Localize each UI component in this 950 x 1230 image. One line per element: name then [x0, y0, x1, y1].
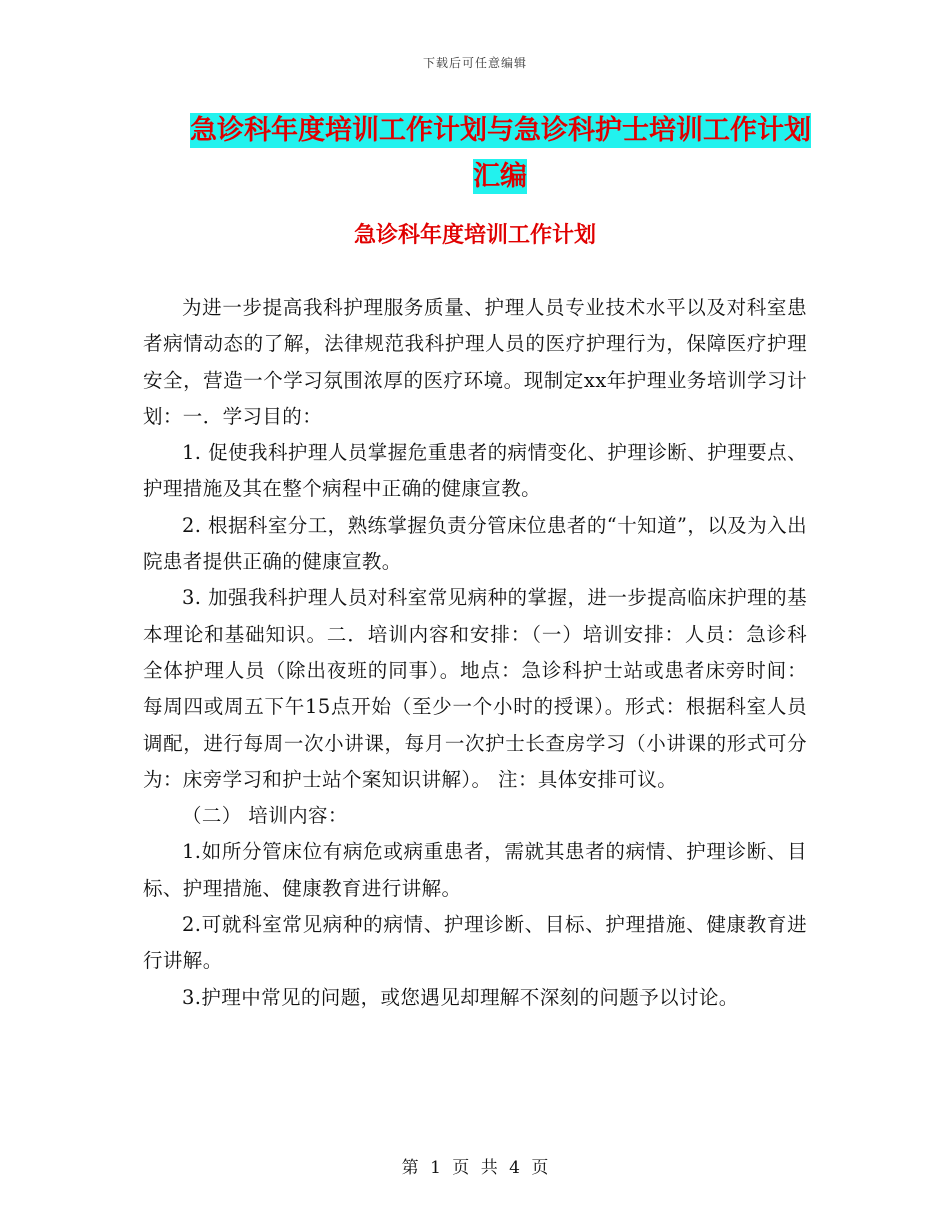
title-line-1: 急诊科年度培训工作计划与急诊科护士培训工作计划 — [190, 115, 811, 146]
document-title — [190, 108, 810, 200]
paragraph: 3. 加强我科护理人员对科室常见病种的掌握，进一步提高临床护理的基本理论和基础知识。二．培训内容和安排：（一）培训安排：人员：急诊科全体护理人员（除出夜班的同事）。地点：急诊科护士站或患者床旁时间：每周四或周五下午15点开始（至少一个小时的授课）。形式：根据科室人员调配，进行每周一次小讲课，每月一次护士长查房学习（小讲课的形式可分为：床旁学习和护士站个案知识讲解）。 注：具体安排可议。 — [143, 586, 807, 791]
section-title: 急诊科年度培训工作计划 — [353, 223, 596, 248]
paragraph: 2.可就科室常见病种的病情、护理诊断、目标、护理措施、健康教育进行讲解。 — [143, 913, 807, 973]
page-number: 第 1 页 共 4 页 — [401, 1158, 549, 1178]
paragraph: 1. 促使我科护理人员掌握危重患者的病情变化、护理诊断、护理要点、护理措施及其在整个病程中正确的健康宣教。 — [143, 441, 807, 501]
paragraph: 2. 根据科室分工，熟练掌握负责分管床位患者的“十知道”，以及为入出院患者提供正确的健康宣教。 — [143, 513, 807, 574]
body-text — [143, 290, 807, 1016]
title-line-2: 汇编 — [473, 161, 527, 192]
paragraph: 3.护理中常见的问题，或您遇见却理解不深刻的问题予以讨论。 — [182, 985, 739, 1009]
paragraph: 为进一步提高我科护理服务质量、护理人员专业技术水平以及对科室患者病情动态的了解，法律规范我科护理人员的医疗护理行为，保障医疗护理安全，营造一个学习氛围浓厚的医疗环境。现制定xx年护理业务培训学习计划：一．学习目的： — [143, 296, 807, 428]
paragraph: （二） 培训内容： — [182, 804, 348, 828]
header-note: 下载后可任意编辑 — [422, 56, 527, 70]
paragraph: 1.如所分管床位有病危或病重患者，需就其患者的病情、护理诊断、目标、护理措施、健康教育进行讲解。 — [143, 840, 807, 900]
